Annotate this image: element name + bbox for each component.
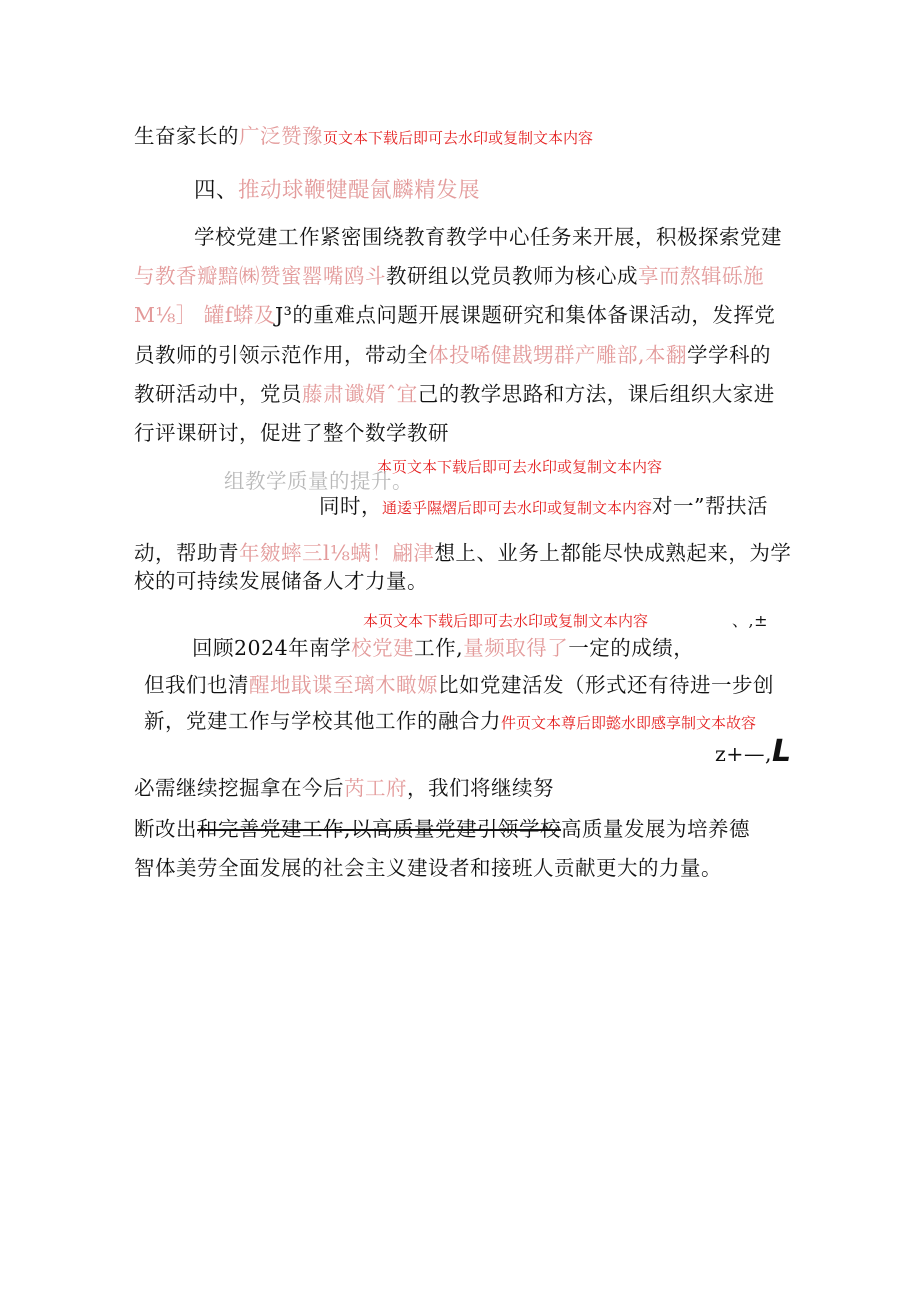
watermark-text: 页文本下载后即可去水印或复制文本内容 [323, 129, 594, 147]
garbled-text: 醒地戢谍至璃木瞰嫄 [249, 673, 438, 697]
body-text: 同时， [319, 494, 382, 518]
garbled-text: 藤肃谶婿ˆ宜 [302, 382, 418, 406]
struck-text: 和完善党建工作,以高质量党建引领学校 [197, 817, 562, 841]
body-text: 想上、业务上都能尽快成熟起来，为学 [434, 541, 792, 565]
paragraph-line [134, 121, 593, 153]
body-text: 动，帮助青 [134, 541, 239, 565]
heading-number: 四、 [194, 178, 239, 203]
body-text: 校的可持续发展储备人才力量。 [134, 569, 428, 593]
garbled-text: 芮工府 [344, 776, 407, 800]
body-text: 行评课研讨，促进了整个数学教研 [134, 421, 449, 445]
stray-glyph: L [772, 734, 792, 769]
body-text: 己的教学思路和方法，课后组织大家进 [417, 382, 775, 406]
body-text: 一定的成绩， [568, 636, 695, 660]
garbled-text: 校党建 [351, 636, 415, 660]
body-text: 高质量发展为培养德 [561, 817, 751, 841]
paragraph-line [134, 340, 771, 370]
paragraph-line [134, 379, 775, 409]
garbled-text: 年皴蟀三l⅛螨！翩津 [239, 541, 435, 565]
stray-mark [715, 734, 792, 769]
paragraph-line [134, 418, 449, 448]
body-text: J³的重难点问题开展课题研究和集体备课活动，发挥党 [274, 303, 776, 327]
garbled-text: 量频取得了 [463, 636, 569, 660]
garbled-text: 体投唏健戡甥群产雕部,本翻 [428, 343, 688, 367]
body-text: 学学科的 [687, 343, 772, 367]
watermark-text: 通逶乎隰熠后即可去水印或复制文本内容 [382, 499, 653, 517]
paragraph-line [194, 222, 782, 252]
paragraph-line [134, 261, 764, 291]
watermark-text: 本页文本下载后即可去水印或复制文本内容 [363, 612, 649, 630]
body-text: ，我们将继续努 [407, 776, 554, 800]
paragraph-line [134, 814, 750, 844]
body-text: 学校党建工作紧密围绕教育教学中心任务来开展，积极探索党建 [194, 225, 782, 249]
paragraph-line [134, 566, 428, 596]
garbled-text: M⅛］ 罐f蟒及 [134, 303, 275, 327]
faded-text: 组教学质量的提升。 [224, 469, 413, 493]
body-text: 回顾2024年南学 [192, 636, 352, 660]
body-text: 对一”帮扶活 [652, 494, 768, 518]
stray-mark: 、,± [732, 611, 768, 630]
garbled-text: 与教香瓣黯㈱赞蜜罂嘴鸥斗 [134, 264, 386, 288]
body-text: 新，党建工作与学校其他工作的融合力 [144, 709, 501, 733]
stray-text: z+—, [715, 742, 772, 766]
paragraph-line [134, 538, 791, 568]
garbled-text: 广泛赞豫 [239, 124, 323, 148]
section-heading [194, 176, 480, 206]
body-text: 生奋家长的 [134, 124, 239, 148]
body-text: 工作, [414, 636, 464, 660]
body-text: 断改出 [134, 817, 197, 841]
heading-text: 推动球鞭犍醍氤麟精发展 [238, 178, 481, 203]
body-text: 但我们也清 [144, 673, 249, 697]
body-text: 比如党建活发（形式还有待进一步创 [438, 673, 774, 697]
paragraph-line [134, 853, 722, 883]
paragraph-line [192, 633, 694, 663]
body-text: 教研活动中，党员 [134, 382, 302, 406]
body-text: 智体美劳全面发展的社会主义建设者和接班人贡献更大的力量。 [134, 856, 722, 880]
paragraph-line [144, 706, 756, 738]
body-text: 员教师的引领示范作用，带动全 [134, 343, 428, 367]
paragraph-line [134, 300, 775, 330]
body-text: 必需继续挖掘拿在今后 [134, 776, 344, 800]
paragraph-line [144, 670, 774, 700]
watermark-text: 件页文本尊后即懿水即感享制文本故容 [501, 714, 757, 732]
garbled-text: 享而熬辑砾施 [638, 264, 764, 288]
paragraph-line [134, 773, 554, 803]
watermark-text: 本页文本下载后即可去水印或复制文本内容 [377, 458, 663, 476]
paragraph-line [319, 491, 768, 523]
body-text: 教研组以党员教师为核心成 [386, 264, 638, 288]
